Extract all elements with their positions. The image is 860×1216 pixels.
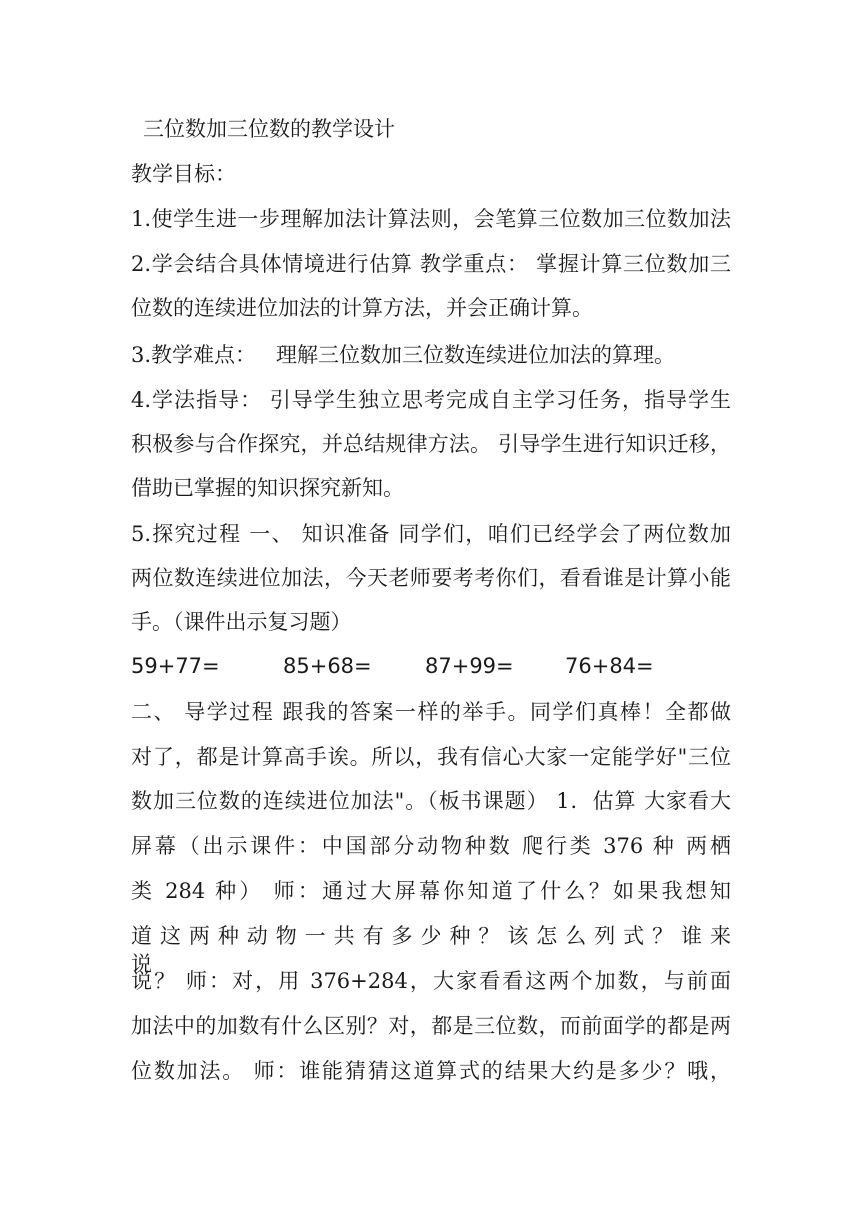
calculation-item: 76+84= [565,654,654,678]
paragraph-line: 借助已掌握的知识探究新知。 [131,476,404,500]
paragraph-line: 屏幕（出示课件：中国部分动物种数 爬行类 376 种 两栖 [131,834,731,858]
paragraph-line: 说？ 师：对，用 376+284，大家看看这两个加数，与前面 [131,969,731,993]
paragraph-line: 1.使学生进一步理解加法计算法则，会笔算三位数加三位数加法 [131,207,731,231]
paragraph-line: 积极参与合作探究，并总结规律方法。 引导学生进行知识迁移， [131,432,731,456]
paragraph-line: 4.学法指导： 引导学生独立思考完成自主学习任务，指导学生 [131,388,731,412]
document-title: 三位数加三位数的教学设计 [143,117,395,141]
paragraph-line: 位数的连续进位加法的计算方法，并会正确计算。 [131,296,593,320]
paragraph-line: 位数加法。 师：谁能猜猜这道算式的结果大约是多少？哦， [131,1059,731,1083]
paragraph-line: 加法中的加数有什么区别？对，都是三位数，而前面学的都是两 [131,1014,731,1038]
calculation-item: 85+68= [283,654,372,678]
calculation-item: 87+99= [425,654,514,678]
paragraph-line: 数加三位数的连续进位加法"。（板书课题） 1．估算 大家看大 [131,789,731,813]
paragraph-line: 教学目标： [131,162,236,186]
paragraph-line: 道 这 两 种 动 物 一 共 有 多 少 种 ？ 该 怎 么 列 式 ？ 谁 来 说 [131,924,731,976]
paragraph-line: 对了，都是计算高手诶。所以，我有信心大家一定能学好"三位 [131,745,731,769]
paragraph-line: 3.教学难点： 理解三位数加三位数连续进位加法的算理。 [131,343,676,367]
paragraph-line: 二、 导学过程 跟我的答案一样的举手。同学们真棒！全都做 [131,700,731,724]
paragraph-line: 类 284 种） 师：通过大屏幕你知道了什么？如果我想知 [131,879,731,903]
paragraph-line: 手。（课件出示复习题） [131,610,352,634]
paragraph-line: 2.学会结合具体情境进行估算 教学重点： 掌握计算三位数加三 [131,252,731,276]
paragraph-line: 两位数连续进位加法，今天老师要考考你们，看看谁是计算小能 [131,566,731,590]
paragraph-line: 5.探究过程 一、 知识准备 同学们，咱们已经学会了两位数加 [131,522,731,546]
calculation-item: 59+77= [131,654,220,678]
calculation-row [131,652,731,680]
